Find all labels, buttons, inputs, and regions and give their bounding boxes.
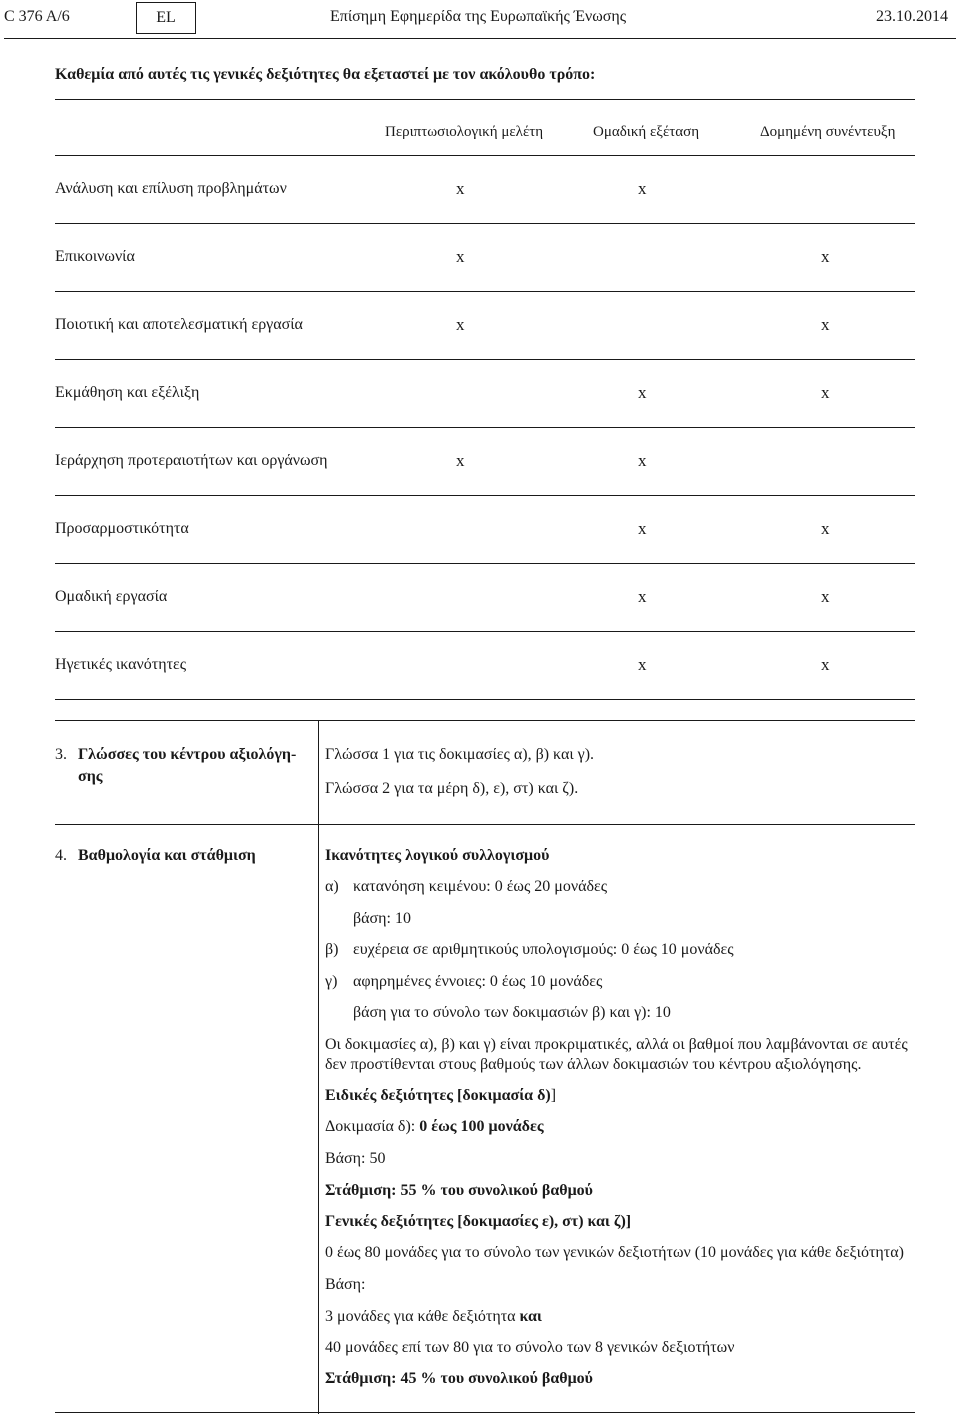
table-rule [55, 223, 915, 224]
col-header-structured-interview: Δομημένη συνέντευξη [760, 124, 896, 140]
note-line1: Οι δοκιμασίες α), β) και γ) είναι προκριματικές, αλλά οι βαθμοί που λαμβάνονται σε αυτές [325, 1036, 908, 1053]
table-cell-mark: x [638, 383, 647, 402]
table-cell-mark: x [821, 247, 830, 266]
reasoning-heading: Ικανότητες λογικού συλλογισμού [325, 847, 550, 864]
pass-mark-50: Βάση: 50 [325, 1150, 386, 1167]
specific-skills-heading-bold: Ειδικές δεξιότητες [δοκιμασία δ) [325, 1087, 551, 1104]
section4-divider [318, 824, 319, 1414]
table-rule [55, 495, 915, 496]
table-cell-mark: x [821, 587, 830, 606]
journal-reference: C 376 A/6 [4, 8, 70, 25]
table-cell-mark: x [456, 315, 465, 334]
table-cell-mark: x [821, 315, 830, 334]
specific-skills-heading [325, 1087, 556, 1105]
general-skills-heading: Γενικές δεξιότητες [δοκιμασίες ε), στ) και ζ)] [325, 1213, 632, 1230]
table-cell-mark: x [456, 451, 465, 470]
section3-title-line1: Γλώσσες του κέντρου αξιολόγη- [78, 746, 297, 763]
table-row-label: Προσαρμοστικότητα [55, 520, 189, 537]
publication-date: 23.10.2014 [876, 8, 948, 25]
col-header-case-study: Περιπτωσιολογική μελέτη [385, 124, 544, 140]
table-row-label: Ηγετικές ικανότητες [55, 656, 187, 673]
per-skill-and: και [519, 1308, 542, 1325]
table-cell-mark: x [821, 519, 830, 538]
table-cell-mark: x [456, 179, 465, 198]
section4-title: Βαθμολογία και στάθμιση [78, 847, 256, 864]
col-header-group-exercise: Ομαδική εξέταση [593, 124, 700, 140]
table-cell-mark: x [638, 587, 647, 606]
item-a-text: κατανόηση κειμένου: 0 έως 20 μονάδες [353, 878, 608, 895]
item-c-marker: γ) [325, 973, 338, 990]
journal-title: Επίσημη Εφημερίδα της Ευρωπαϊκής Ένωσης [330, 8, 627, 25]
section3-title-line2: σης [78, 768, 103, 785]
table-row-label: Ποιοτική και αποτελεσματική εργασία [55, 316, 303, 333]
table-cell-mark: x [821, 383, 830, 402]
language-badge: EL [136, 2, 196, 34]
section3-top-rule [55, 720, 915, 721]
table-rule [55, 699, 915, 700]
table-cell-mark: x [821, 655, 830, 674]
table-top-rule [55, 99, 915, 100]
weighting-45: Στάθμιση: 45 % του συνολικού βαθμού [325, 1370, 593, 1387]
table-rule [55, 563, 915, 564]
table-rule [55, 631, 915, 632]
table-cell-mark: x [456, 247, 465, 266]
table-rule [55, 427, 915, 428]
section4-bottom-rule [55, 1412, 915, 1413]
note-line2: δεν προστίθενται στους βαθμούς των άλλων δοκιμασιών του κέντρου αξιολόγησης. [325, 1056, 862, 1073]
item-bc-pass: βάση για το σύνολο των δοκιμασιών β) και γ): 10 [353, 1004, 671, 1021]
pass-label: Βάση: [325, 1276, 366, 1293]
table-row-label: Ιεράρχηση προτεραιοτήτων και οργάνωση [55, 452, 328, 469]
section4-number: 4. [55, 847, 67, 864]
test-d-points: 0 έως 100 μονάδες [419, 1118, 544, 1135]
section3-language2: Γλώσσα 2 για τα μέρη δ), ε), στ) και ζ). [325, 780, 579, 797]
section3-number: 3. [55, 746, 67, 763]
item-b-text: ευχέρεια σε αριθμητικούς υπολογισμούς: 0 έως 10 μονάδες [353, 941, 734, 958]
table-cell-mark: x [638, 519, 647, 538]
per-skill-line [325, 1308, 542, 1326]
table-rule [55, 359, 915, 360]
per-skill-text: 3 μονάδες για κάθε δεξιότητα [325, 1308, 520, 1325]
table-cell-mark: x [638, 655, 647, 674]
table-row-label: Εκμάθηση και εξέλιξη [55, 384, 200, 401]
test-d-line [325, 1118, 544, 1136]
total-40-line: 40 μονάδες επί των 80 για το σύνολο των 8 γενικών δεξιοτήτων [325, 1339, 735, 1356]
general-skills-points: 0 έως 80 μονάδες για το σύνολο των γενικών δεξιοτήτων (10 μονάδες για κάθε δεξιότητα) [325, 1244, 904, 1261]
item-a-pass: βάση: 10 [353, 910, 411, 927]
header-rule [4, 38, 956, 39]
specific-skills-heading-tail: ] [550, 1087, 557, 1104]
table-row-label: Ομαδική εργασία [55, 588, 168, 605]
intro-text: Καθεμία από αυτές τις γενικές δεξιότητες θα εξεταστεί με τον ακόλουθο τρόπο: [55, 66, 596, 83]
table-rule [55, 291, 915, 292]
table-row-label: Ανάλυση και επίλυση προβλημάτων [55, 180, 287, 197]
item-c-text: αφηρημένες έννοιες: 0 έως 10 μονάδες [353, 973, 603, 990]
table-cell-mark: x [638, 179, 647, 198]
item-b-marker: β) [325, 941, 339, 958]
item-a-marker: α) [325, 878, 339, 895]
section3-bottom-rule [55, 824, 915, 825]
weighting-55: Στάθμιση: 55 % του συνολικού βαθμού [325, 1182, 593, 1199]
test-d-prefix: Δοκιμασία δ): [325, 1118, 420, 1135]
table-rule [55, 155, 915, 156]
section3-language1: Γλώσσα 1 για τις δοκιμασίες α), β) και γ). [325, 746, 595, 763]
table-row-label: Επικοινωνία [55, 248, 135, 265]
section3-divider [318, 720, 319, 824]
table-cell-mark: x [638, 451, 647, 470]
